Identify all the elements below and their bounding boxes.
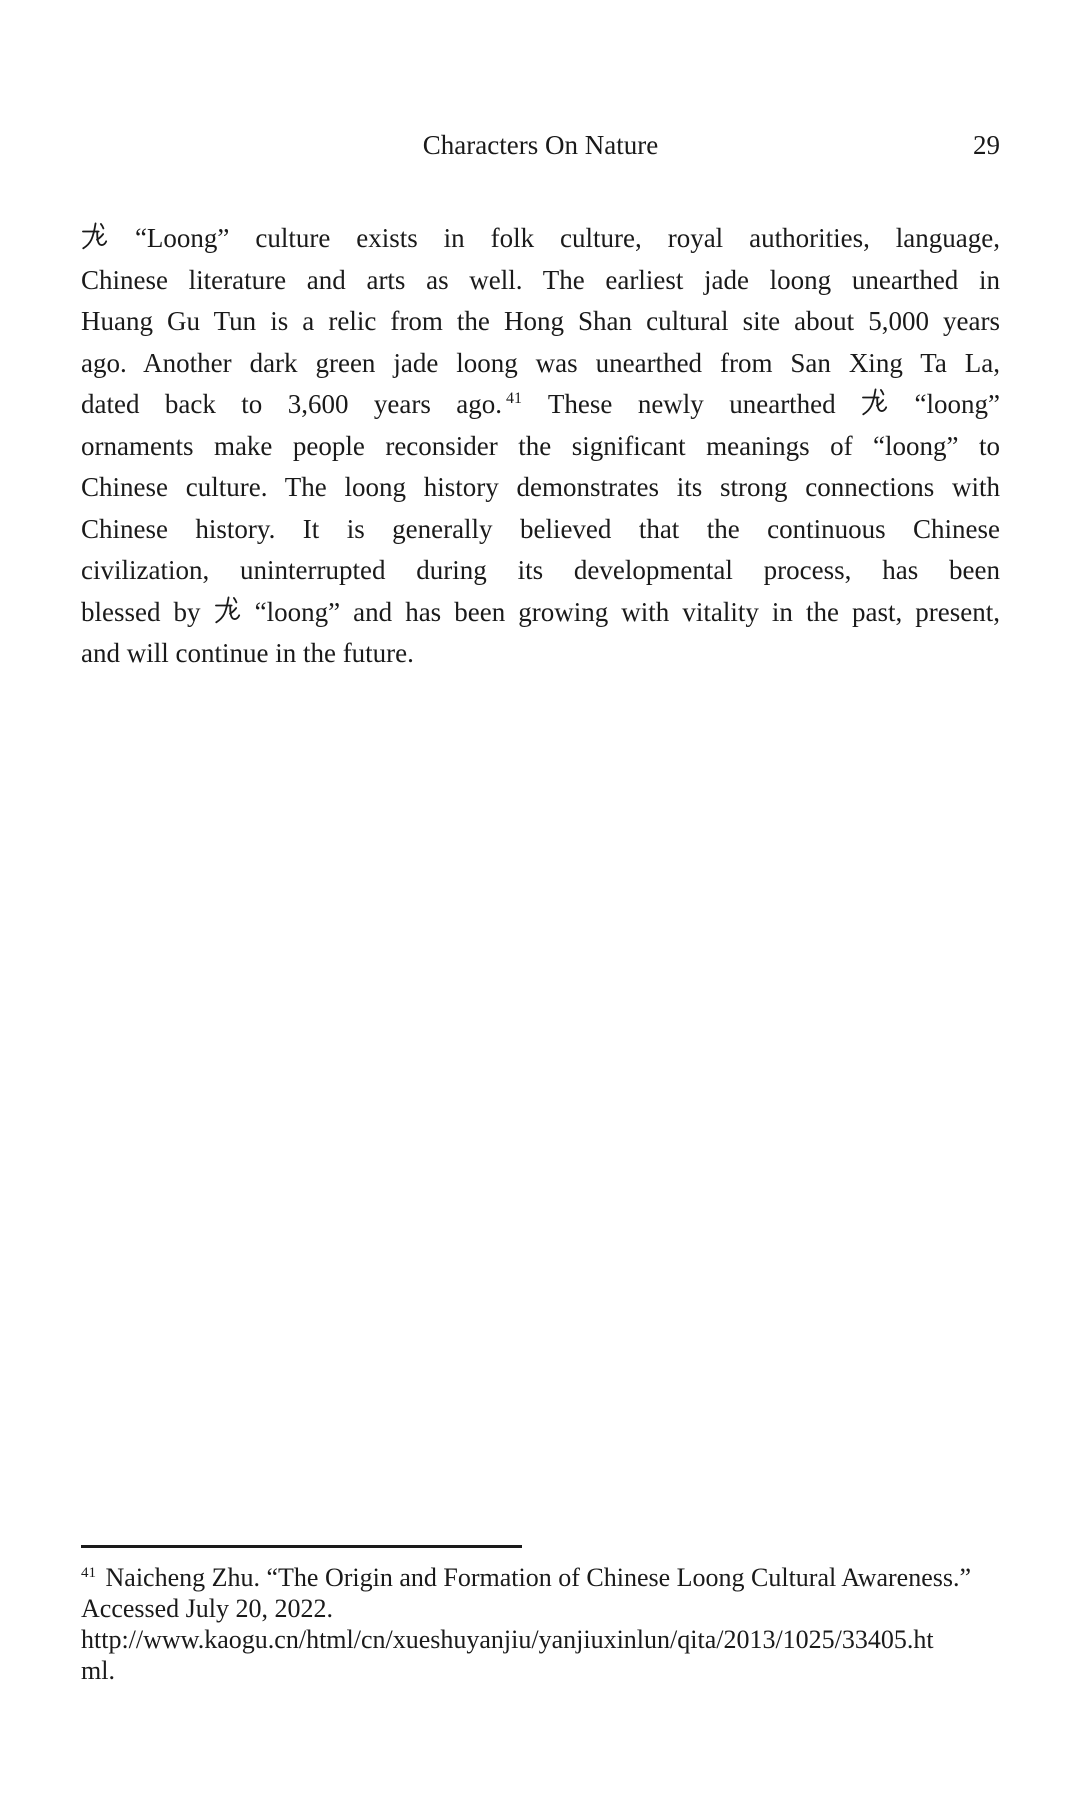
page-number: 29 — [973, 130, 1000, 160]
body-line: Chinese literature and arts as well. The earliest jade loong unearthed in — [81, 264, 1000, 295]
footnote-text: Naicheng Zhu. “The Origin and Formation of Chinese Loong Cultural Awareness.” — [99, 1563, 972, 1592]
footnote-marker: 41 — [81, 1565, 96, 1581]
body-line: and will continue in the future. — [81, 638, 414, 668]
body-line: Chinese history. It is generally believed that the continuous Chinese — [81, 513, 1000, 544]
loong-character-glyph — [861, 388, 889, 416]
body-line: Huang Gu Tun is a relic from the Hong Shan cultural site about 5,000 years — [81, 306, 1000, 336]
body-line-text: “loong” and has been growing with vitality in the past, present, — [241, 596, 1000, 627]
running-head-title: Characters On Nature — [422, 130, 659, 160]
body-line: Chinese culture. The loong history demonstrates its strong connections with — [81, 472, 1000, 502]
body-line — [81, 592, 1000, 634]
running-head — [81, 130, 1000, 160]
body-line-text: blessed by — [81, 596, 214, 627]
footnote-line: Accessed July 20, 2022. — [81, 1594, 334, 1623]
footnote — [81, 1562, 1013, 1686]
body-line: ornaments make people reconsider the significant meanings of “loong” to — [81, 430, 1000, 461]
body-line: civilization, uninterrupted during its developmental process, has been — [81, 555, 1000, 585]
body-line — [81, 218, 1000, 260]
body-line-text: dated back to 3,600 years ago. — [81, 389, 502, 419]
body-line-text: “Loong” culture exists in folk culture, royal authorities, language, — [109, 223, 1000, 253]
footnote-line — [81, 1562, 1013, 1593]
footnote-line: ml. — [81, 1656, 115, 1685]
loong-character-text — [81, 250, 82, 251]
footnote-reference-41: 41 — [506, 390, 522, 407]
loong-character-text — [861, 416, 862, 417]
footnote-separator-rule — [81, 1545, 522, 1548]
loong-character-glyph — [214, 596, 242, 624]
footnote-url: http://www.kaogu.cn/html/cn/xueshuyanjiu/yanjiuxinlun/qita/2013/1025/33405.ht — [81, 1625, 934, 1654]
body-line — [81, 384, 1000, 426]
loong-character-glyph — [81, 222, 109, 250]
body-line-text: These newly unearthed — [523, 389, 862, 419]
body-line: ago. Another dark green jade loong was unearthed from San Xing Ta La, — [81, 347, 1000, 378]
body-line-text: “loong” — [889, 389, 1000, 419]
body-paragraph — [81, 218, 1000, 675]
